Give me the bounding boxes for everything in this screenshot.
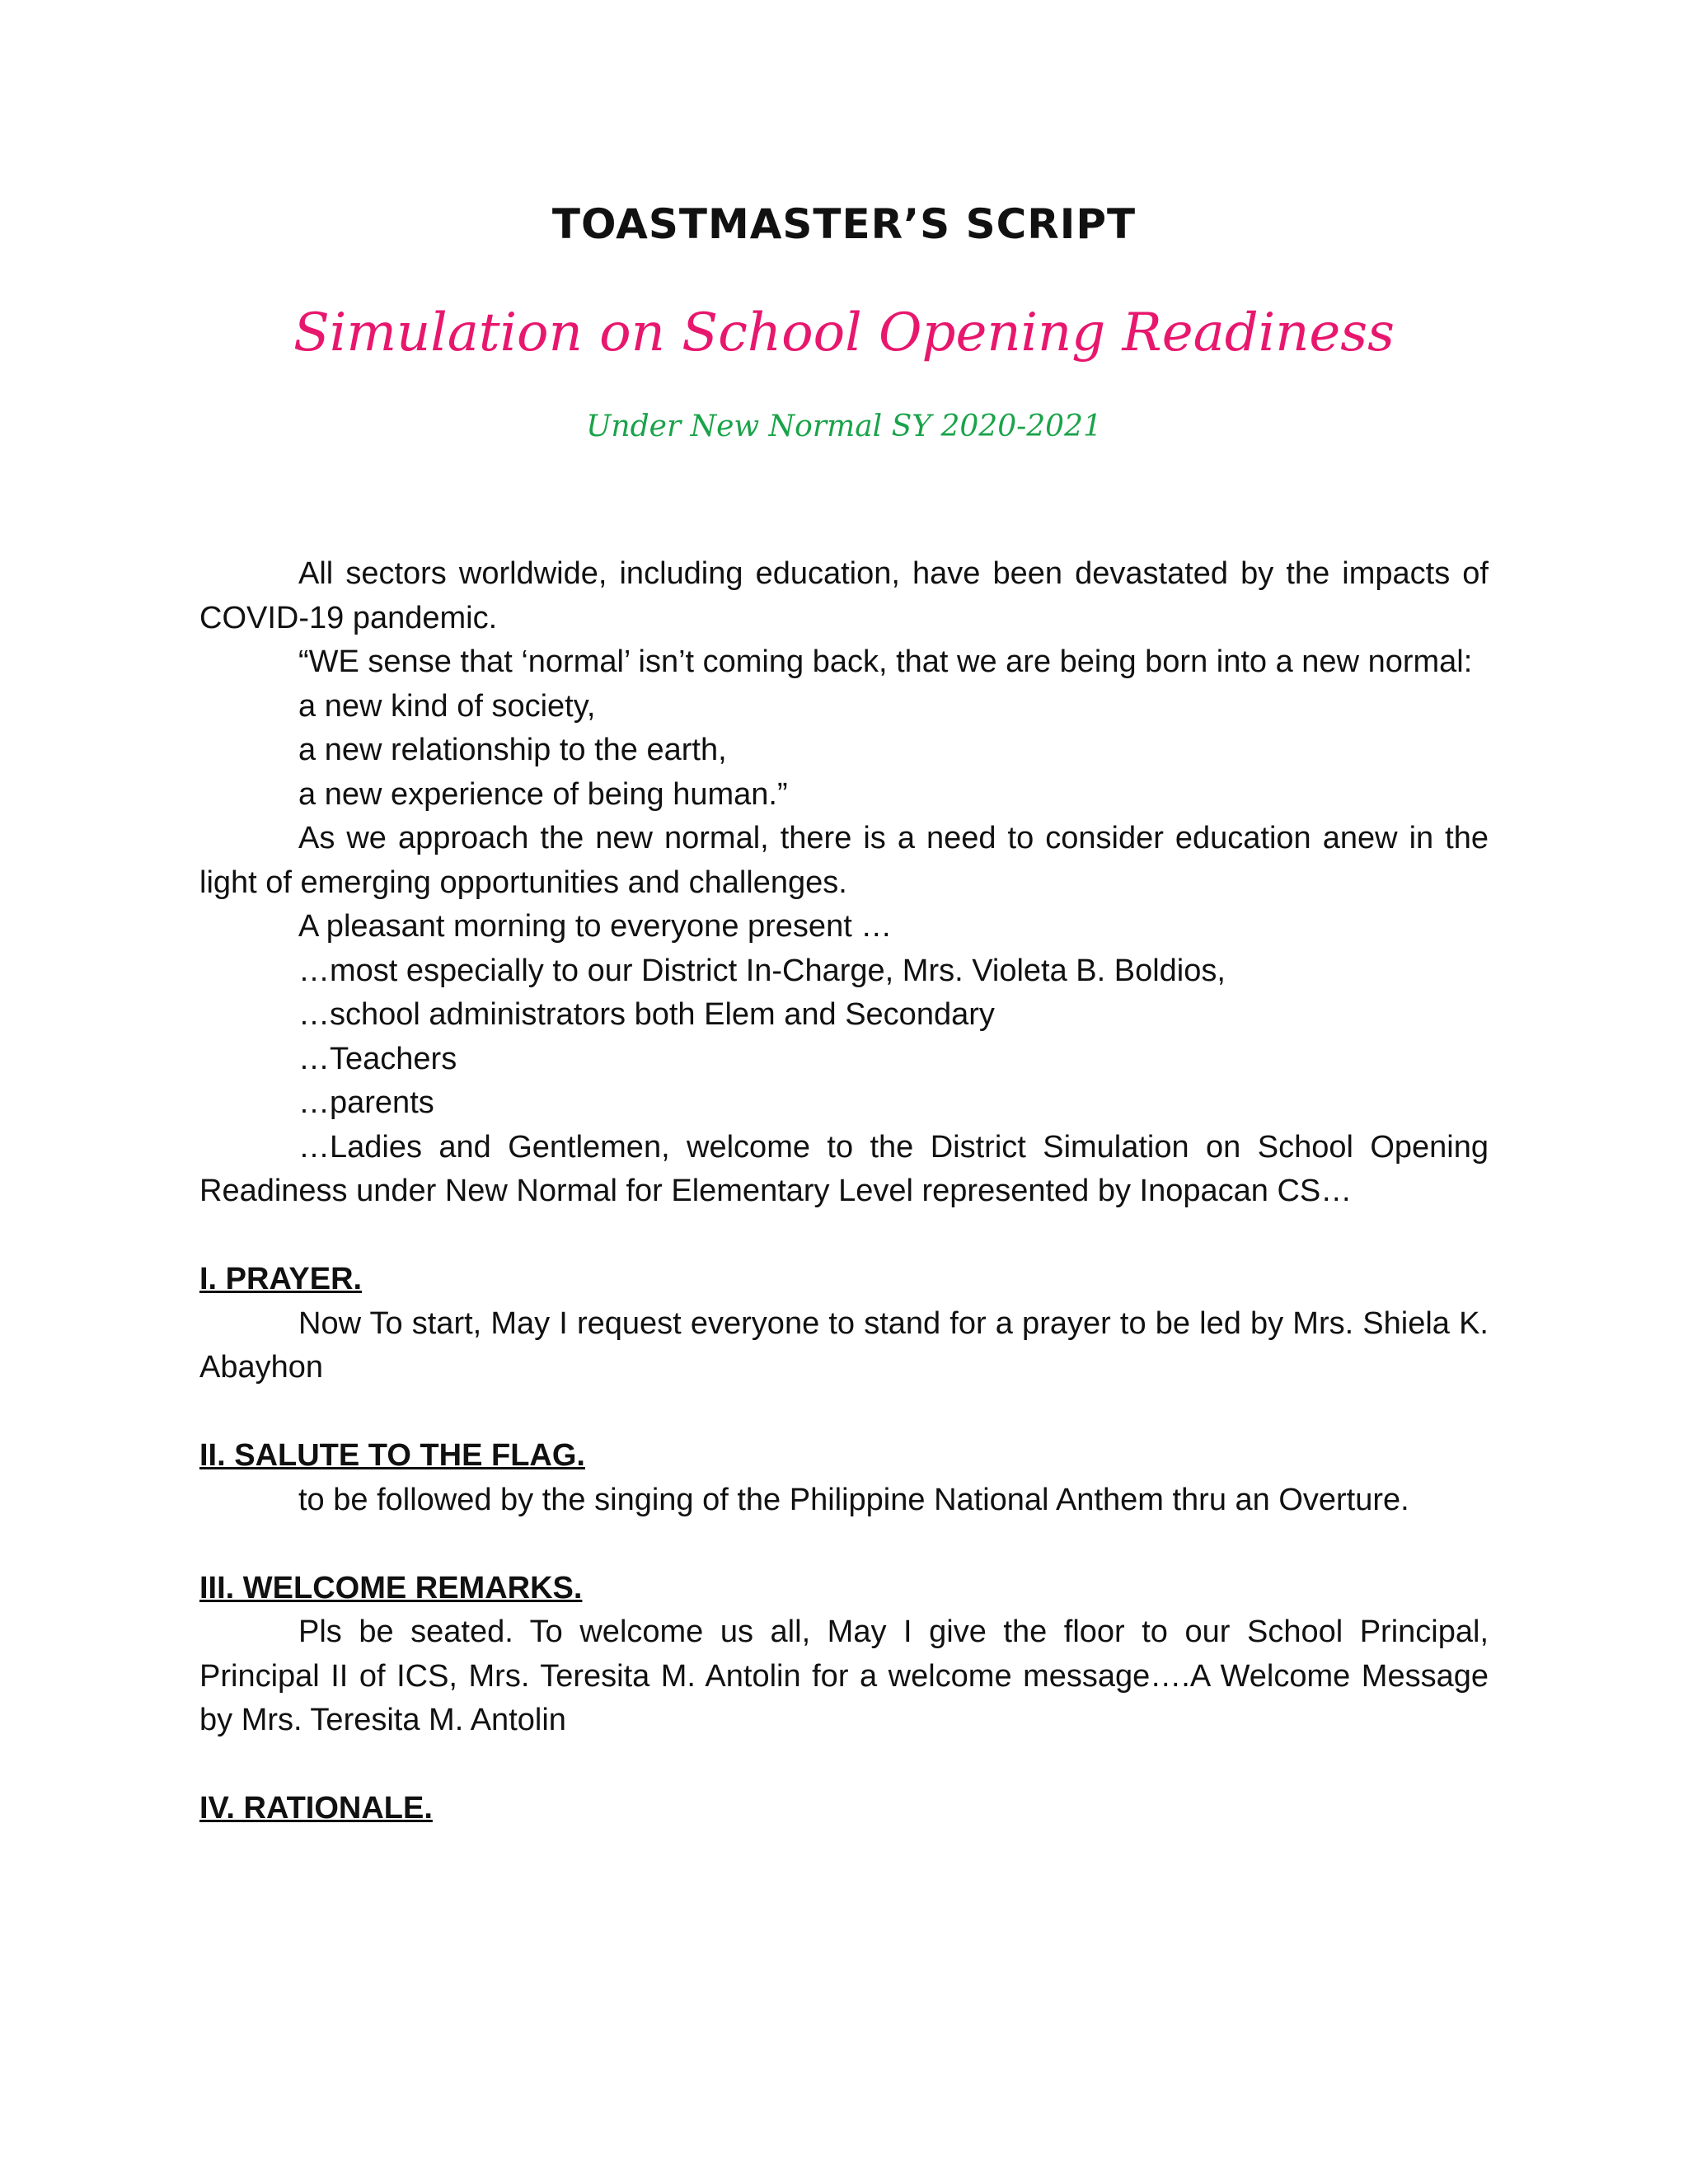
- section-text-welcome: Pls be seated. To welcome us all, May I give the floor to our School Principal, Principal II of ICS, Mrs. Teresita M. Antolin for a welcome message….A Welcome Message by Mrs. Teresita M. Antolin: [199, 1615, 1489, 1737]
- greeting-line: …most especially to our District In-Charge, Mrs. Violeta B. Boldios,: [298, 953, 1226, 988]
- greeting-line: …school administrators both Elem and Secondary: [298, 997, 995, 1032]
- section-heading-welcome: III. WELCOME REMARKS.: [199, 1570, 583, 1605]
- document-subtitle: Simulation on School Opening Readiness: [293, 302, 1395, 363]
- welcome-paragraph: …Ladies and Gentlemen, welcome to the District Simulation on School Opening Readiness under New Normal for Elementary Level represented by Inopacan CS…: [199, 1129, 1489, 1208]
- section-text-prayer: Now To start, May I request everyone to stand for a prayer to be led by Mrs. Shiela K. Abayhon: [199, 1305, 1489, 1385]
- quote-line: a new kind of society,: [298, 688, 596, 724]
- document-body: [199, 552, 1489, 1831]
- section-heading-salute: II. SALUTE TO THE FLAG.: [199, 1438, 585, 1473]
- intro-paragraph: All sectors worldwide, including education, have been devastated by the impacts of COVID-19 pandemic.: [199, 556, 1489, 635]
- quote-paragraph: “WE sense that ‘normal’ isn’t coming back, that we are being born into a new normal:: [298, 644, 1473, 679]
- quote-line: a new relationship to the earth,: [298, 733, 727, 767]
- greeting-line: A pleasant morning to everyone present …: [298, 909, 893, 944]
- greeting-line: …parents: [298, 1085, 434, 1120]
- approach-paragraph: As we approach the new normal, there is a need to consider education anew in the light of emerging opportunities and challenges.: [199, 821, 1489, 900]
- document-subsubtitle: Under New Normal SY 2020-2021: [586, 410, 1102, 443]
- document-title: TOASTMASTER’S SCRIPT: [551, 200, 1137, 248]
- quote-line: a new experience of being human.”: [298, 776, 788, 812]
- section-heading-prayer: I. PRAYER.: [199, 1262, 363, 1296]
- section-heading-rationale: IV. RATIONALE.: [199, 1791, 433, 1825]
- greeting-line: …Teachers: [298, 1041, 457, 1076]
- section-text-salute: to be followed by the singing of the Philippine National Anthem thru an Overture.: [298, 1482, 1409, 1517]
